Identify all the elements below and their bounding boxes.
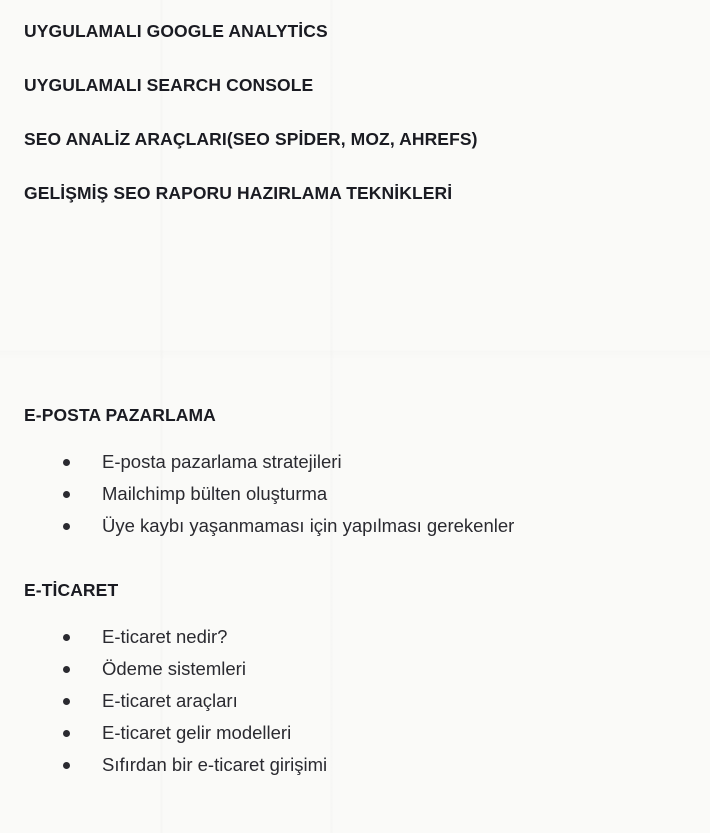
bullet-icon [63, 762, 70, 769]
heading-seo-report: GELİŞMİŞ SEO RAPORU HAZIRLAMA TEKNİKLERİ [24, 183, 453, 203]
bullet-icon [63, 698, 70, 705]
list-item-text: Mailchimp bülten oluşturma [102, 483, 328, 504]
bullet-icon [63, 459, 70, 466]
bullet-icon [63, 634, 70, 641]
list-item-text: Ödeme sistemleri [102, 658, 246, 679]
heading-ecommerce: E-TİCARET [24, 580, 119, 600]
bullet-icon [63, 730, 70, 737]
list-item-text: E-ticaret araçları [102, 690, 238, 711]
list-item-text: Üye kaybı yaşanmaması için yapılması gerekenler [102, 515, 515, 536]
heading-seo-tools: SEO ANALİZ ARAÇLARI(SEO SPİDER, MOZ, AHREFS) [24, 129, 478, 149]
heading-google-analytics: UYGULAMALI GOOGLE ANALYTİCS [24, 21, 328, 41]
heading-search-console: UYGULAMALI SEARCH CONSOLE [24, 75, 314, 95]
bullet-icon [63, 523, 70, 530]
bullet-icon [63, 666, 70, 673]
bullet-icon [63, 491, 70, 498]
list-item-text: Sıfırdan bir e-ticaret girişimi [102, 754, 328, 775]
list-item-text: E-ticaret nedir? [102, 626, 228, 647]
list-item-text: E-posta pazarlama stratejileri [102, 451, 342, 472]
heading-email-marketing: E-POSTA PAZARLAMA [24, 405, 216, 425]
list-item-text: E-ticaret gelir modelleri [102, 722, 292, 743]
